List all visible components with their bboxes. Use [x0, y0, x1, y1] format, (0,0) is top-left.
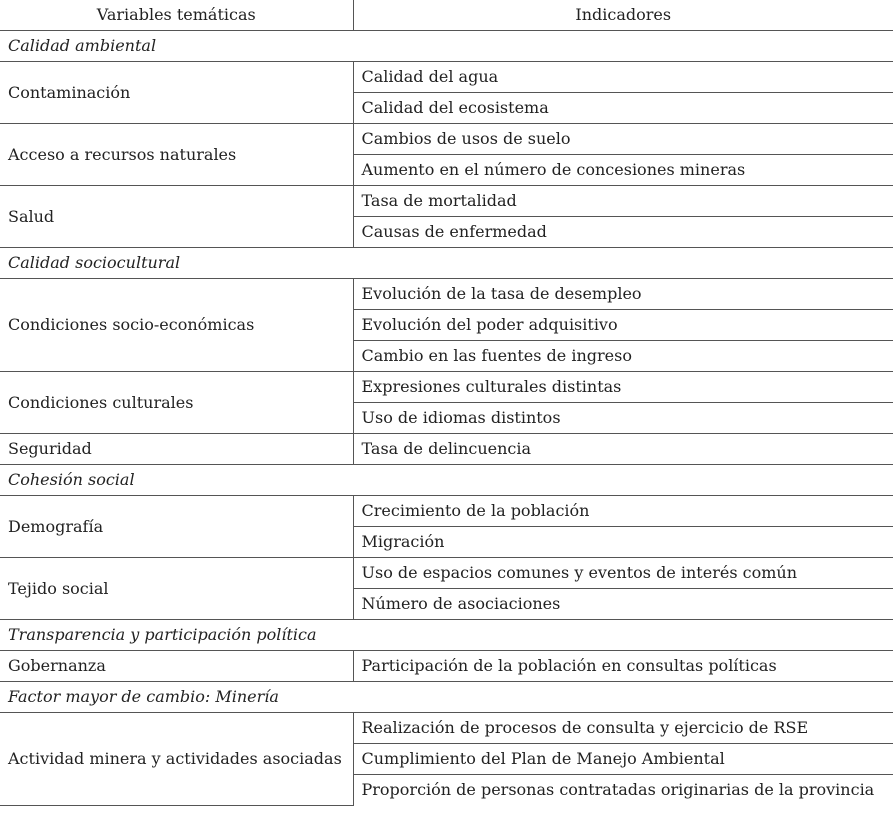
indicator-cell: Migración	[353, 527, 893, 558]
indicator-cell: Crecimiento de la población	[353, 496, 893, 527]
indicator-cell: Número de asociaciones	[353, 589, 893, 620]
indicator-cell: Proporción de personas contratadas originarias de la provincia	[353, 775, 893, 806]
table-row	[0, 651, 893, 682]
indicator-cell: Participación de la población en consultas políticas	[353, 651, 893, 682]
indicator-cell: Evolución del poder adquisitivo	[353, 310, 893, 341]
section-row	[0, 31, 893, 62]
section-title: Cohesión social	[0, 465, 893, 496]
indicator-cell: Evolución de la tasa de desempleo	[353, 279, 893, 310]
section-row	[0, 248, 893, 279]
table-row	[0, 124, 893, 155]
variable-cell: Condiciones culturales	[0, 372, 353, 434]
variable-cell: Salud	[0, 186, 353, 248]
variable-cell: Contaminación	[0, 62, 353, 124]
indicator-cell: Causas de enfermedad	[353, 217, 893, 248]
indicator-cell: Uso de idiomas distintos	[353, 403, 893, 434]
variable-cell: Gobernanza	[0, 651, 353, 682]
indicator-cell: Realización de procesos de consulta y ejercicio de RSE	[353, 713, 893, 744]
table-row	[0, 496, 893, 527]
indicator-cell: Cambio en las fuentes de ingreso	[353, 341, 893, 372]
table-row	[0, 279, 893, 310]
section-title: Transparencia y participación política	[0, 620, 893, 651]
indicator-cell: Cumplimiento del Plan de Manejo Ambiental	[353, 744, 893, 775]
table-body	[0, 31, 893, 806]
indicator-cell: Calidad del agua	[353, 62, 893, 93]
variable-cell: Actividad minera y actividades asociadas	[0, 713, 353, 806]
indicator-cell: Aumento en el número de concesiones mineras	[353, 155, 893, 186]
variable-cell: Seguridad	[0, 434, 353, 465]
section-row	[0, 465, 893, 496]
section-row	[0, 682, 893, 713]
indicator-cell: Tasa de mortalidad	[353, 186, 893, 217]
header-indicators: Indicadores	[353, 0, 893, 31]
header-variables: Variables temáticas	[0, 0, 353, 31]
table-row	[0, 558, 893, 589]
variable-cell: Demografía	[0, 496, 353, 558]
table-row	[0, 713, 893, 744]
variable-cell: Condiciones socio-económicas	[0, 279, 353, 372]
section-title: Calidad ambiental	[0, 31, 893, 62]
table-row	[0, 434, 893, 465]
section-row	[0, 620, 893, 651]
header-row	[0, 0, 893, 31]
table-row	[0, 372, 893, 403]
indicator-cell: Expresiones culturales distintas	[353, 372, 893, 403]
indicator-cell: Tasa de delincuencia	[353, 434, 893, 465]
table-row	[0, 62, 893, 93]
table-row	[0, 186, 893, 217]
indicator-cell: Uso de espacios comunes y eventos de interés común	[353, 558, 893, 589]
section-title: Calidad sociocultural	[0, 248, 893, 279]
indicator-cell: Cambios de usos de suelo	[353, 124, 893, 155]
section-title: Factor mayor de cambio: Minería	[0, 682, 893, 713]
variable-cell: Acceso a recursos naturales	[0, 124, 353, 186]
variable-cell: Tejido social	[0, 558, 353, 620]
indicator-cell: Calidad del ecosistema	[353, 93, 893, 124]
